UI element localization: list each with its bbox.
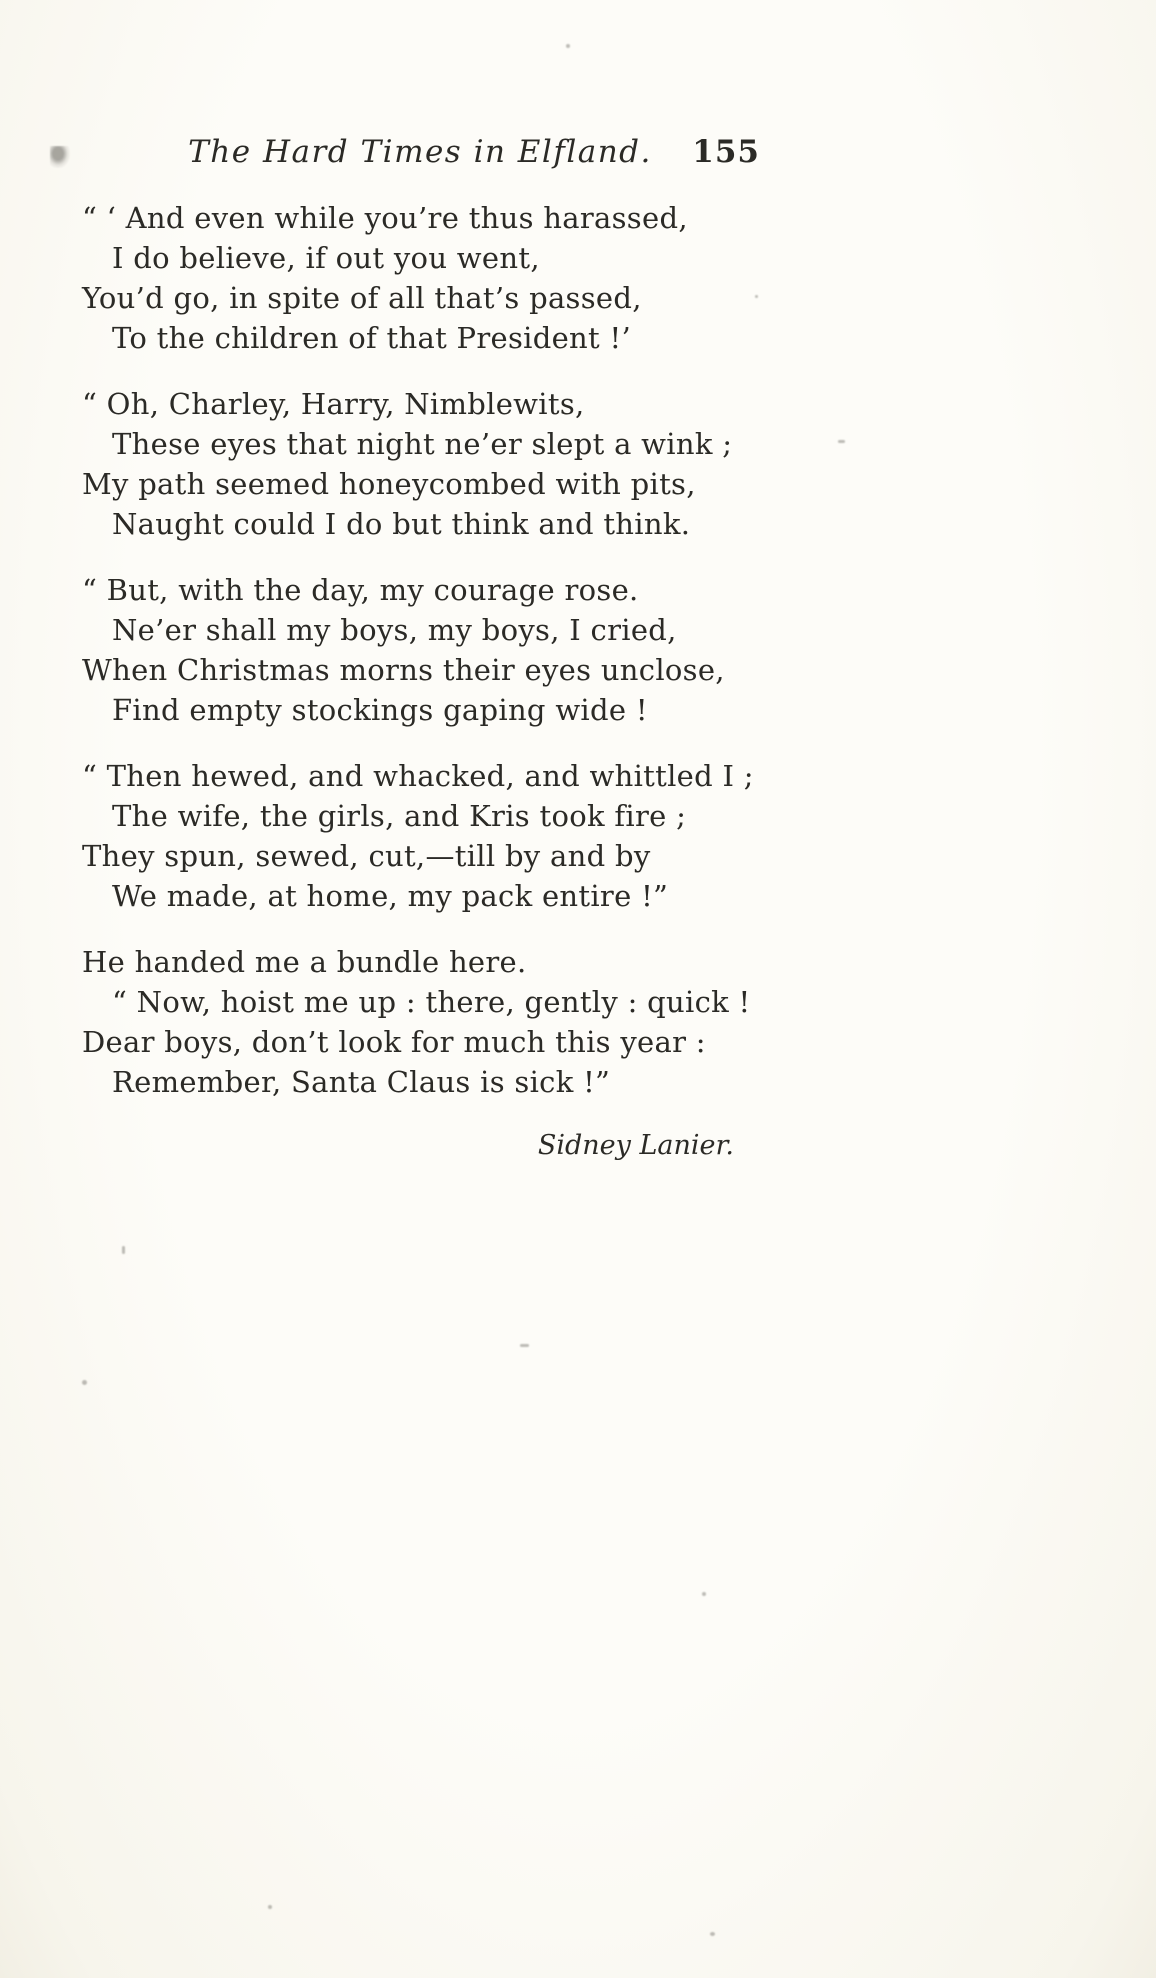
scan-speck	[702, 1592, 706, 1596]
page-number: 155	[692, 134, 760, 170]
poem-line: I do believe, if out you went,	[112, 241, 540, 275]
poem-stanza	[82, 942, 786, 1102]
poem-line: My path seemed honeycombed with pits,	[82, 467, 696, 501]
poem-attribution: Sidney Lanier.	[537, 1130, 734, 1161]
running-title: The Hard Times in Elfland.	[188, 134, 652, 170]
scan-speck	[82, 1380, 87, 1385]
scan-speck	[838, 440, 845, 443]
poem-line: “ Oh, Charley, Harry, Nimblewits,	[82, 387, 585, 421]
poem-line: They spun, sewed, cut,—till by and by	[82, 839, 651, 873]
poem-stanza	[82, 384, 786, 544]
poem-line: We made, at home, my pack entire !”	[112, 879, 669, 913]
scan-speck	[755, 295, 758, 298]
poem-line: “ But, with the day, my courage rose.	[82, 573, 639, 607]
poem-line: “ Then hewed, and whacked, and whittled I ;	[82, 759, 754, 793]
poem-line: “ Now, hoist me up : there, gently : quick !	[112, 985, 751, 1019]
scan-speck	[710, 1932, 715, 1936]
scan-speck	[566, 44, 570, 48]
poem-line: The wife, the girls, and Kris took fire ;	[112, 799, 687, 833]
poem-line: He handed me a bundle here.	[82, 945, 527, 979]
poem-line: You’d go, in spite of all that’s passed,	[82, 281, 642, 315]
scan-speck	[268, 1905, 272, 1909]
page-header	[80, 134, 760, 178]
scan-speck	[122, 1246, 125, 1254]
poem-line: Remember, Santa Claus is sick !”	[112, 1065, 611, 1099]
poem-stanza	[82, 570, 786, 730]
poem-line: These eyes that night ne’er slept a wink ;	[112, 427, 733, 461]
poem-line: Ne’er shall my boys, my boys, I cried,	[112, 613, 677, 647]
poem-line: Find empty stockings gaping wide !	[112, 693, 648, 727]
scan-speck	[520, 1344, 529, 1347]
poem-stanza	[82, 756, 786, 916]
poem	[82, 198, 786, 1164]
poem-line: Dear boys, don’t look for much this year :	[82, 1025, 706, 1059]
poem-line: “ ‘ And even while you’re thus harassed,	[82, 201, 688, 235]
poem-line: Naught could I do but think and think.	[112, 507, 691, 541]
scan-smudge	[50, 146, 70, 168]
poem-stanza	[82, 198, 786, 358]
poem-line: When Christmas morns their eyes unclose,	[82, 653, 725, 687]
poem-line: To the children of that President !’	[112, 321, 631, 355]
